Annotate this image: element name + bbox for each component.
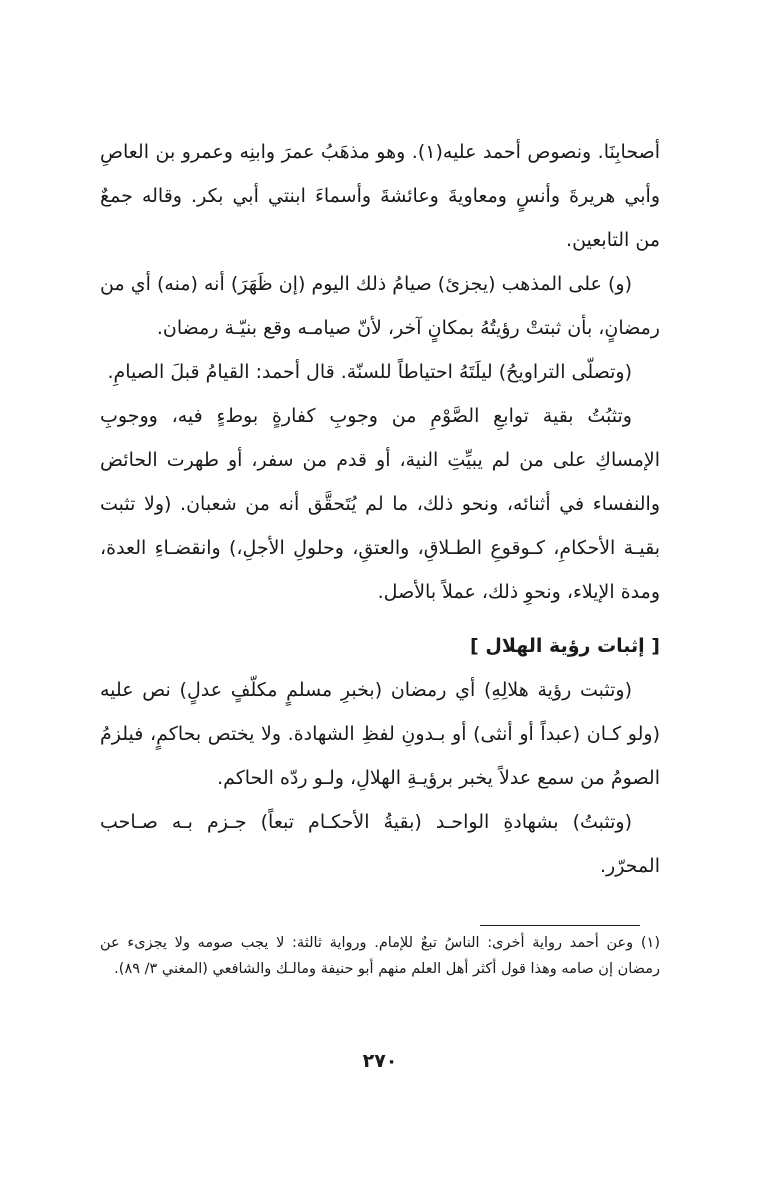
page-number: ٢٧٠ <box>362 1050 398 1072</box>
footnote-1: (١) وعن أحمد رواية أخرى: الناسُ تبعٌ للإمام. ورواية ثالثة: لا يجب صومه ولا يجزىء عن رمضان إن صامه وهذا قول أكثر أهل العلم منهم أبو حنيفة ومالـك والشافعي (المغني ٣/ ٨٩). <box>100 935 660 977</box>
section-paragraph-1: (وتثبت رؤية هلالِهِ) أي رمضان (بخبرِ مسلمٍ مكلّفٍ عدلٍ) نص عليه (ولو كـان (عبداً أو أنثى) أو بـدونِ لفظِ الشهادة. ولا يختص بحاكمٍ، فيلزمُ الصومُ من سمع عدلاً يخبر برؤيـةِ الهلالِ، ولـو ردّه الحاكم. <box>100 679 660 789</box>
paragraph-3: (وتصلّى التراويحُ) ليلَتَهُ احتياطاً للسنّة. قال أحمد: القيامُ قبلَ الصيامِ. <box>107 361 632 383</box>
paragraph-2: (و) على المذهب (يجزئ) صيامُ ذلك اليوم (إن ظَهَرَ) أنه (منه) أي من رمضانٍ، بأن ثبتتْ رؤيتُهُ بمكانٍ آخر، لأنّ صيامـه وقع بنيّـة رمضان. <box>100 273 660 339</box>
main-text-block <box>100 130 660 888</box>
footnote-divider <box>480 925 640 926</box>
footnotes-block <box>100 930 660 982</box>
section-heading: [ إثبات رؤية الهلال ] <box>470 635 660 657</box>
paragraph-4: وتثبُتُ بقية توابعِ الصَّوْمِ من وجوبِ كفارةٍ بوطءٍ فيه، ووجوبِ الإمساكِ على من لم يبيِّتِ النية، أو قدم من سفر، أو طهرت الحائض والنفساء في أثنائه، ونحو ذلك، ما لم يُتَحقَّق أنه من شعبان. (ولا تثبت بقيـة الأحكامِ، كـوقوعِ الطـلاقِ، والعتقِ، وحلولِ الأجلِ،) وانقضـاءِ العدة، ومدة الإيلاء، ونحوِ ذلك، عملاً بالأصل. <box>100 405 660 603</box>
section-paragraph-2: (وتثبتُ) بشهادةِ الواحـد (بقيةُ الأحكـام تبعاً) جـزم بـه صـاحب المحرّر. <box>100 811 660 877</box>
paragraph-1: أصحابِنَا. ونصوص أحمد عليه(١). وهو مذهَبُ عمرَ وابنِه وعمرو بن العاصِ وأبي هريرةَ وأنسٍ ومعاويةَ وعائشةَ وأسماءَ ابنتي أبي بكر. وقاله جمعٌ من التابعين. <box>100 141 660 251</box>
